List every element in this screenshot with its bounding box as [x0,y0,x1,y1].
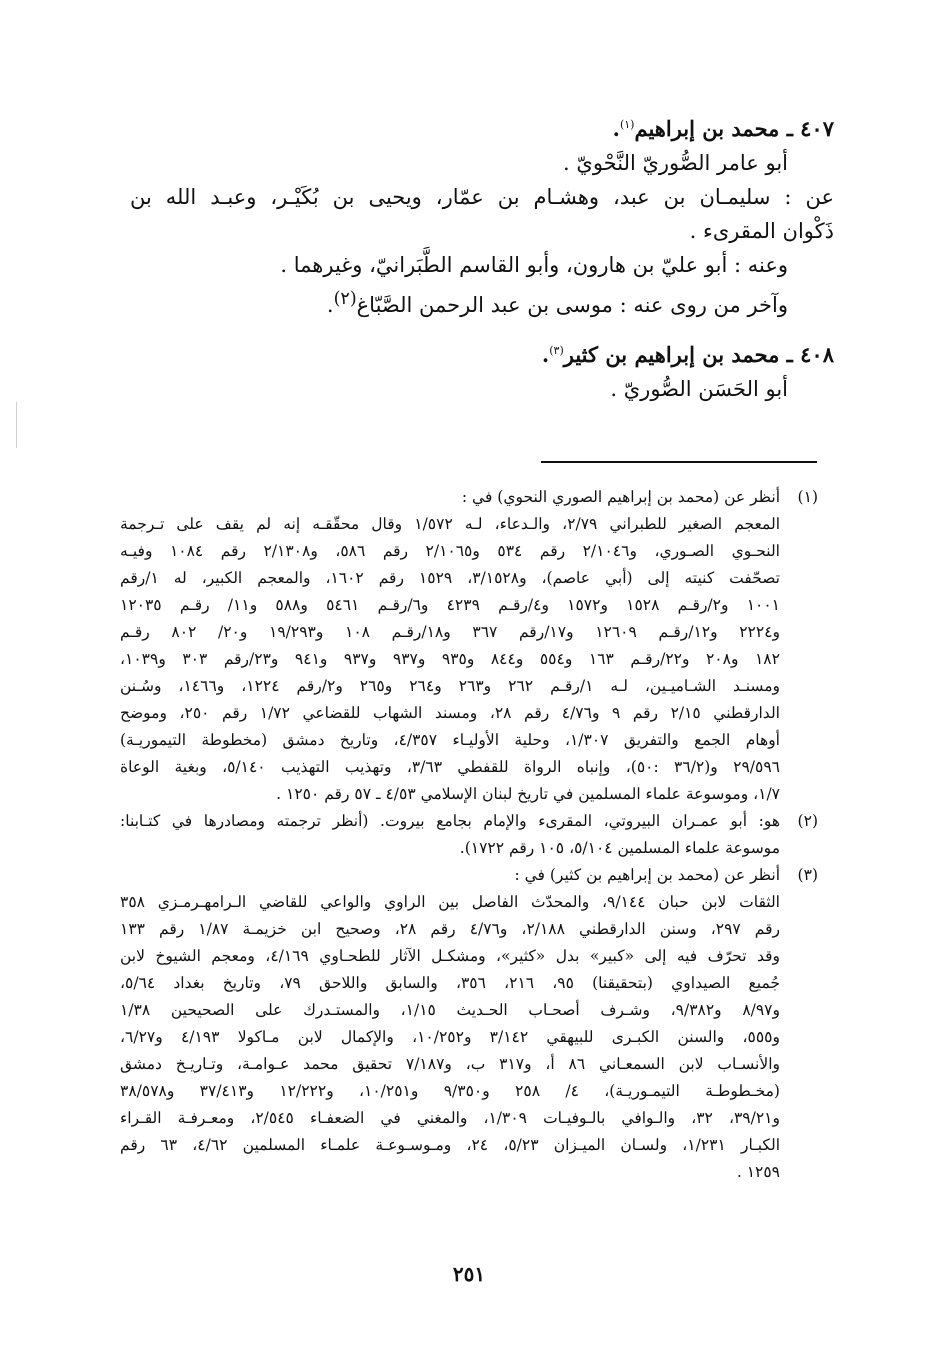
footnote-line: رقم ٢٩٧، وسنن الدارقطني ٢/١٨٨، و٤/٧٦ رقم ٢٨، وصحيح ابن خزيمـة ١/٨٧ رقم ١٣٣ [120,920,780,938]
page-number: ٢٥١ [452,1262,486,1286]
footnote-ref-2[interactable]: (٢) [333,289,357,309]
main-text [130,108,834,406]
footnote-line: هو: أبو عمـران البيروتي، المقرىء والإمام بجامع بيروت. (أنظر ترجمته ومصادرها في كتـابنا: [120,812,780,830]
footnote-line: الثقات لابن حبان ٩/١٤٤، والمحدّث الفاصل بين الراوي والواعي للقاضي الـرامهـرمـزي ٣٥٨ [120,893,780,911]
footnote-line: الدارقطني ٢/١٥ رقم ٩ و٤/٧٦ رقم ٢٨، ومسند الشهاب للقضاعي ١/٧٢ رقم ٢٥٠، وموضح [120,704,780,722]
footnote-line: أنظر عن (محمد بن إبراهيم بن كثير) في : [514,866,780,884]
entry-407-teachers-line-2: ذَكْوان المقرىء . [689,219,834,243]
entry-407-last-narrator: وآخر من روى عنه : موسى بن عبد الرحمن الصَّبّاغ$^{(٢)}$. [326,289,788,317]
footnote-2 [120,808,818,862]
footnote-ref-1[interactable]: (١) [619,118,635,131]
footnote-line: والأنسـاب لابن السمعـاني ٨٦ أ، و٣١٧ ب، و٧/١٨٧ تحقيق محمد عـوامـة، وتـاريـخ دمشق [120,1055,781,1073]
entry-408-kunya: أبو الحَسَن الصُّوريّ . [610,377,788,401]
entry-407-kunya: أبو عامر الصُّوريّ النَّحْويّ . [563,151,788,175]
footnote-line: (مخـطوطـة التيمـوريـة)، ٤/ ٢٥٨ و٩/٣٥٠ و١٠/٢٥١، و١٢/٢٢٢ و٣٧/٤١٣ و٣٨/٥٧٨ [120,1082,780,1100]
footnote-line: و٣٩/٢١، ٣٢، والـوافي بالـوفيـات ١/٣٠٩، والمغني في الضعفـاء ٢/٥٤٥، ومعـرفـة القـراء [120,1109,780,1127]
entry-407-students: وعنه : أبو عليّ بن هارون، وأبو القاسم الطَّبَرانيّ، وغيرهما . [280,253,788,277]
footnote-ref-3[interactable]: (٣) [549,344,564,357]
footnote-3 [120,862,818,1186]
footnote-separator [541,461,817,463]
footnote-line: المعجم الصغير للطبراني ٢/٧٩، والـدعاء، لـه ١/٥٧٢ وقال محقّقـه إنه لم يقف على تـرجمة [120,515,781,533]
footnote-line: و٢٢٢٤ و١٢/رقـم ١٢٦٠٩ و١٧/رقم ٣٦٧ و١٨/رقـم ١٠٨ و١٩/٢٩٣ و٢٠/ ٨٠٢ رقـم [120,623,781,641]
footnote-line: النحـوي الصـوري، و٢/١٠٤٦ رقم ٥٣٤ و٢/١٠٦٥ رقم ٥٨٦، و٢/١٣٠٨ رقم ١٠٨٤ وفيـه [120,542,780,560]
footnote-line: و٨/٩٧ و٩/٣٨٢، وشـرف أصحـاب الحـديث ١/١٥، والمستـدرك على الصحيحين ١/٣٨ [120,1001,781,1019]
footnote-number: (٢) [797,812,818,830]
footnote-line: الكبـار ١/٢٣١، ولسـان الميـزان ٥/٢٣، ٢٤، ومـوسـوعـة علمـاء المسلمين ٤/٦٢، ٦٣ رقم [120,1136,781,1154]
footnote-line: وقد تحرّف فيه إلى «كبير» بدل «كثير»، ومشكـل الآثار للطحـاوي ٤/١٦٩، ومعجم الشيوخ لابن [120,947,780,965]
footnote-line: ومسنـد الشـاميـين، لـه ١/رقـم ٢٦٢ و٢٦٣ و٢٦٤ و٢٦٥ و٢/رقم ١٢٢٤، و١٤٦٦، وسُـنن [120,677,780,695]
entry-407-title: ٤٠٧ ـ محمد بن إبراهيم$^{(١)}$. [612,116,834,141]
footnote-line: تصحّفت كنيته إلى (أبي عاصم)، و٣/١٥٢٨، ١٥٢٩ رقم ١٦٠٢، والمعجم الكبير، له ١/رقم [120,569,780,587]
footnote-line: جُميع الصيداوي (بتحقيقنا) ٩٥، ٢١٦، ٣٥٦، والسابق واللاحق ٧٩، وتاريخ بغداد ٥/٦٤، [120,974,780,992]
footnote-line: موسوعة علماء المسلمين ٥/١٠٤، ١٠٥ رقم ١٧٢٢). [459,839,780,857]
footnote-line: أوهام الجمع والتفريق ١/٣٠٧، وحلية الأوليـاء ٤/٣٥٧، وتاريخ دمشق (مخطوطة التيموريـة) [120,731,780,749]
footnote-line: ٢٩/٥٩٦ و(٣٦/٢ :٥٠)، وإنباه الرواة للقفطي ٣/٦٣، وتهذيب التهذيب ٥/١٤٠، وبغية الوعاة [120,758,780,776]
footnote-line: ١٠٠١ و٢/رقـم ١٥٢٨ و١٥٧٢ و٤/رقـم ٤٢٣٩ و٦/رقـم ٥٤٦١ و٥٨٨ و١١/ رقـم ١٢٠٣٥ [120,596,780,614]
footnote-line: أنظر عن (محمد بن إبراهيم الصوري النحوي) في : [461,488,780,506]
footnote-number: (١) [797,488,818,506]
footnote-line: ١/٧، وموسوعة علماء المسلمين في تاريخ لبنان الإسلامي ٤/٥٣ ـ ٥٧ رقم ١٢٥٠ . [276,785,780,803]
footnotes [120,484,818,1186]
footnote-line: ١٨٢ و٢٠٨ و٢٢/رقـم ١٦٣ و٥٥٤ و٨٤٤ و٩٣٥ و٩٣٧ و٩٣٧ و٩٤١ و٢٣/رقم ٣٠٣ و١٠٣٩، [120,650,780,668]
footnote-1 [120,484,818,808]
entry-407-teachers-line-1: عن : سليمـان بن عبد، وهشـام بن عمّار، ويحيى بن بُكَيْـر، وعبـد الله بن [130,185,834,209]
footnote-line: و٥٥٥، والسنن الكبـرى للبيهقي ٣/١٤٢ و١٠/٢٥٢، والإكمال لابن مـاكولا ٤/١٩٣ و٦/٢٧، [120,1028,780,1046]
footnote-line: ١٢٥٩ . [736,1163,780,1181]
scan-margin-mark [16,402,17,448]
entry-408-title: ٤٠٨ ـ محمد بن إبراهيم بن كثير$^{(٣)}$. [541,342,834,367]
footnote-number: (٣) [797,866,818,884]
